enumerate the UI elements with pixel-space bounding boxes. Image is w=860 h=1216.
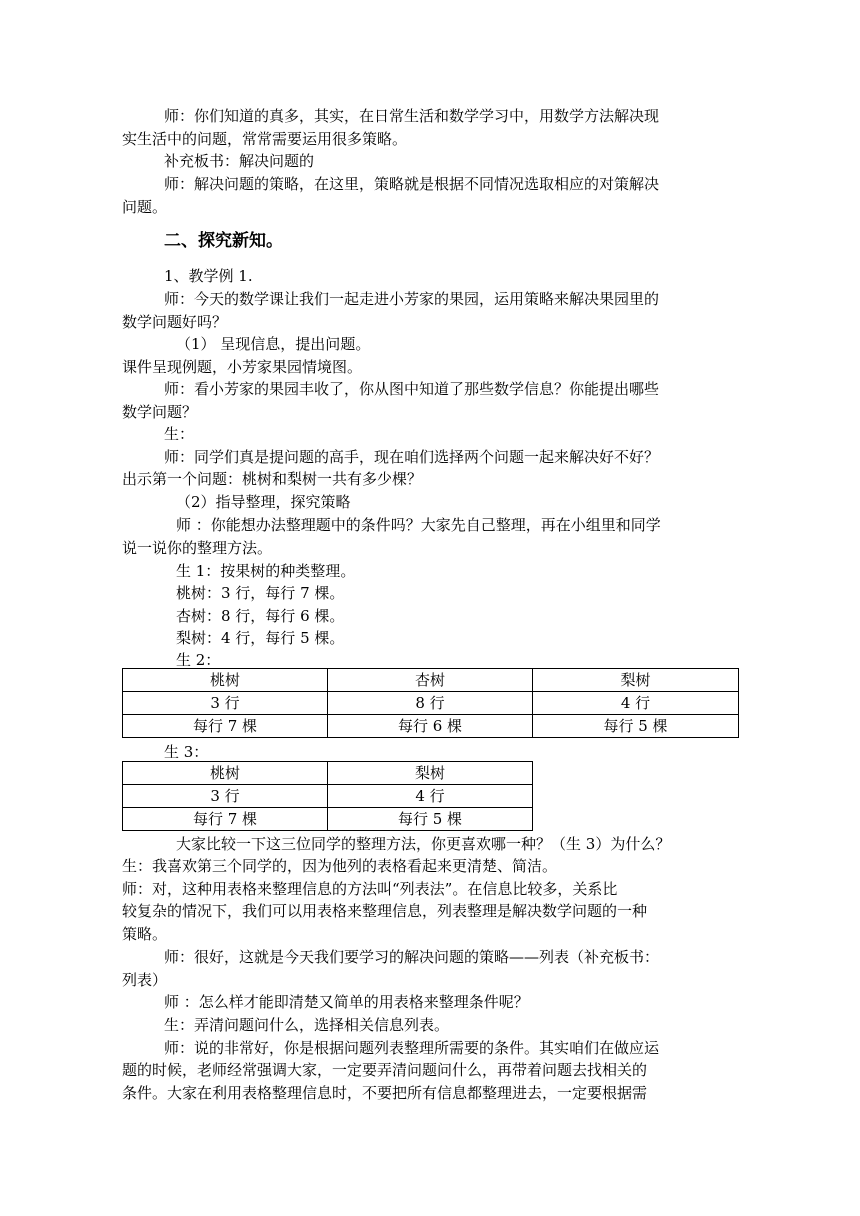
paragraph-line: 生： (164, 425, 195, 443)
table-header-row (123, 762, 533, 785)
paragraph-line: 师：很好，这就是今天我们要学习的解决问题的策略——列表（补充板书： (164, 948, 660, 966)
table-row (123, 785, 533, 808)
table-cell: 梨树 (328, 762, 533, 785)
paragraph-line: 师：你们知道的真多，其实，在日常生活和数学学习中，用数学方法解决现 (164, 107, 660, 125)
table-cell: 每行 5 棵 (533, 715, 739, 738)
paragraph-line: 问题。 (122, 198, 168, 216)
paragraph-line: 师：今天的数学课让我们一起走进小芳家的果园，运用策略来解决果园里的 (164, 290, 660, 308)
paragraph-line: （1） 呈现信息，提出问题。 (176, 335, 371, 353)
paragraph-line: 题的时候，老师经常强调大家，一定要弄清问题问什么，再带着问题去找相关的 (122, 1061, 648, 1079)
paragraph-line: 师 ：你能想办法整理题中的条件吗？大家先自己整理，再在小组里和同学 (176, 516, 661, 534)
table-cell: 每行 7 棵 (123, 808, 328, 831)
paragraph-line: 出示第一个问题：桃树和梨树一共有多少棵？ (122, 470, 423, 488)
paragraph-line: 生 2： (176, 651, 221, 669)
table-cell: 桃树 (123, 762, 328, 785)
paragraph-line: 列表） (122, 971, 168, 989)
paragraph-line: 师 ：怎么样才能即清楚又简单的用表格来整理条件呢？ (164, 993, 529, 1011)
table-cell: 桃树 (123, 669, 328, 692)
table-cell: 每行 6 棵 (328, 715, 533, 738)
paragraph-line: 杏树：8 行，每行 6 棵。 (176, 607, 345, 625)
table-cell: 杏树 (328, 669, 533, 692)
table-cell: 4 行 (533, 692, 739, 715)
table-row (123, 692, 739, 715)
paragraph-line: 条件。大家在利用表格整理信息时，不要把所有信息都整理进去，一定要根据需 (122, 1084, 648, 1102)
paragraph-line: （2）指导整理，探究策略 (176, 493, 351, 511)
paragraph-line: 较复杂的情况下，我们可以用表格来整理信息，列表整理是解决数学问题的一种 (122, 902, 648, 920)
paragraph-line: 师：对，这种用表格来整理信息的方法叫“列表法”。在信息比较多，关系比 (122, 880, 618, 898)
table-cell: 4 行 (328, 785, 533, 808)
paragraph-line: 数学问题？ (122, 403, 198, 421)
section-heading: 二、探究新知。 (164, 231, 283, 251)
paragraph-line: 师：看小芳家的果园丰收了，你从图中知道了那些数学信息？你能提出哪些 (164, 380, 660, 398)
tree-table-two-columns (122, 761, 533, 831)
table-cell: 每行 5 棵 (328, 808, 533, 831)
paragraph-line: 师：解决问题的策略，在这里，策略就是根据不同情况选取相应的对策解决 (164, 175, 660, 193)
paragraph-line: 数学问题好吗？ (122, 313, 228, 331)
table-header-row (123, 669, 739, 692)
paragraph-line: 补充板书：解决问题的 (164, 152, 315, 170)
paragraph-line: 梨树：4 行，每行 5 棵。 (176, 629, 345, 647)
paragraph-line: 桃树：3 行，每行 7 棵。 (176, 584, 345, 602)
paragraph-line: 策略。 (122, 925, 168, 943)
paragraph-line: 生：我喜欢第三个同学的，因为他列的表格看起来更清楚、简洁。 (122, 857, 558, 875)
paragraph-line: 师：同学们真是提问题的高手，现在咱们选择两个问题一起来解决好不好？ (164, 448, 660, 466)
paragraph-line: 生 1：按果树的种类整理。 (176, 562, 356, 580)
table-row (123, 715, 739, 738)
paragraph-line: 师：说的非常好，你是根据问题列表整理所需要的条件。其实咱们在做应运 (164, 1039, 660, 1057)
paragraph-line: 生 3： (164, 743, 209, 761)
paragraph-line: 说一说你的整理方法。 (122, 539, 273, 557)
paragraph-line: 1、教学例 1. (164, 267, 253, 285)
tree-table-three-columns (122, 668, 739, 738)
table-cell: 3 行 (123, 785, 328, 808)
paragraph-line: 生：弄清问题问什么，选择相关信息列表。 (164, 1016, 450, 1034)
table-cell: 每行 7 棵 (123, 715, 328, 738)
paragraph-line: 课件呈现例题，小芳家果园情境图。 (122, 358, 363, 376)
paragraph-line: 大家比较一下这三位同学的整理方法，你更喜欢哪一种？（生 3）为什么？ (176, 835, 671, 853)
paragraph-line: 实生活中的问题，常常需要运用很多策略。 (122, 130, 408, 148)
table-cell: 3 行 (123, 692, 328, 715)
table-cell: 8 行 (328, 692, 533, 715)
table-row (123, 808, 533, 831)
table-cell: 梨树 (533, 669, 739, 692)
